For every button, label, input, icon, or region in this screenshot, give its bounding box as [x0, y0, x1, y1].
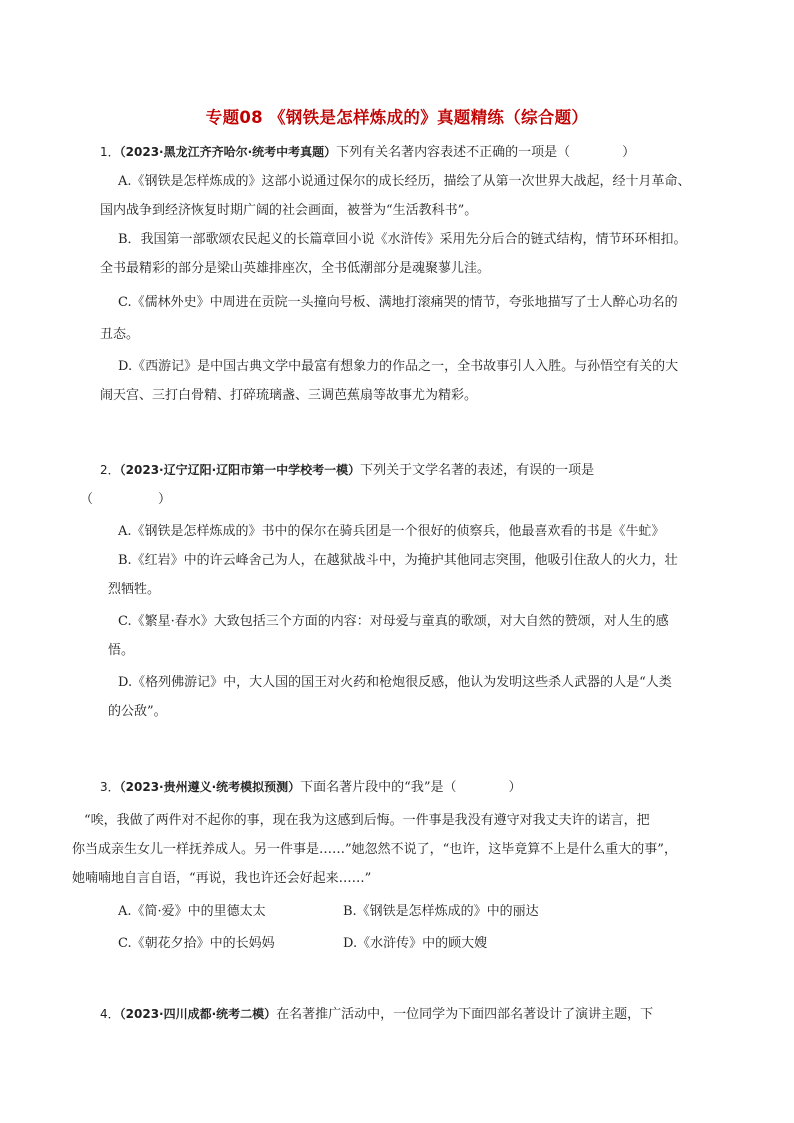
- options-row-2: [100, 929, 730, 958]
- question-1: [100, 138, 730, 410]
- page-title: 专题08 《钢铁是怎样炼成的》真题精练（综合题）: [205, 108, 589, 127]
- option-a: A.《钢铁是怎样炼成的》书中的保尔在骑兵团是一个很好的侦察兵，他最喜欢看的书是《牛虻》: [118, 524, 665, 539]
- question-source: （2023·辽宁辽阳·辽阳市第一中学校考一模）: [119, 463, 361, 477]
- option-b: B.《钢铁是怎样炼成的》中的丽达: [343, 904, 539, 919]
- quote-line: 你当成亲生女儿一样抚养成人。另一件事是……”她忽然不说了，“也许，这毕竟算不上是什么重大的事”，: [72, 842, 677, 857]
- option-c: C.《繁星·春水》大致包括三个方面的内容：对母爱与童真的歌颂，对大自然的赞颂，对人生的感: [118, 614, 669, 629]
- option-a: A.《简·爱》中的里德太太: [118, 904, 266, 919]
- question-4-head: [100, 1000, 730, 1029]
- option-c: C.《儒林外史》中周进在贡院一头撞向号板、满地打滚痛哭的情节，夸张地描写了士人醉心功名的: [118, 295, 678, 310]
- question-3-head: [100, 773, 730, 802]
- question-1-head: [100, 138, 730, 167]
- quote-line: 她喃喃地自言自语，“再说，我也许还会好起来……”: [72, 871, 372, 886]
- question-number: 1．: [100, 145, 120, 159]
- question-source: （2023·四川成都·统考二模）: [119, 1007, 277, 1021]
- option-d-cont: 的公敌”。: [108, 704, 167, 719]
- option-c-cont: 丑态。: [100, 327, 140, 342]
- question-number: 4．: [100, 1007, 120, 1021]
- question-2-head: [100, 456, 730, 485]
- option-b: B.《红岩》中的许云峰舍己为人，在越狱战斗中，为掩护其他同志突围，他吸引住敌人的火力，壮: [118, 553, 678, 568]
- option-b-cont: 烈牺牲。: [108, 582, 161, 597]
- question-source: （2023·贵州遵义·统考模拟预测）: [119, 780, 301, 794]
- option-a: A.《钢铁是怎样炼成的》这部小说通过保尔的成长经历，描绘了从第一次世界大战起，经十月革命、: [118, 174, 691, 189]
- answer-blank: （ ）: [80, 492, 172, 507]
- question-stem: 下列关于文学名著的表述，有误的一项是: [360, 463, 595, 478]
- option-d: D.《西游记》是中国古典文学中最富有想象力的作品之一，全书故事引人入胜。与孙悟空有关的大: [118, 359, 679, 374]
- option-b: B．我国第一部歌颂农民起义的长篇章回小说《水浒传》采用先分后合的链式结构，情节环环相扣。: [118, 232, 687, 247]
- option-b-cont: 全书最精彩的部分是梁山英雄排座次，全书低潮部分是魂聚蓼儿洼。: [100, 261, 491, 276]
- options-row-1: [100, 897, 730, 926]
- option-d: D.《水浒传》中的顾大嫂: [343, 936, 488, 951]
- question-source: （2023·黑龙江齐齐哈尔·统考中考真题）: [119, 145, 337, 159]
- question-3: [72, 773, 730, 958]
- option-d-cont: 闹天宫、三打白骨精、打碎琉璃盏、三调芭蕉扇等故事尤为精彩。: [100, 388, 478, 403]
- option-a-cont: 国内战争到经济恢复时期广阔的社会画面，被誉为“生活教科书”。: [100, 203, 478, 218]
- question-4: [100, 1000, 730, 1029]
- question-stem: 在名著推广活动中，一位同学为下面四部名著设计了演讲主题，下: [276, 1007, 654, 1022]
- question-number: 2．: [100, 463, 120, 477]
- option-d: D.《格列佛游记》中，大人国的国王对火药和枪炮很反感，他认为发明这些杀人武器的人是“人类: [118, 675, 672, 690]
- option-c-cont: 悟。: [108, 643, 135, 658]
- question-number: 3．: [100, 780, 120, 794]
- quote-line: “唉，我做了两件对不起你的事，现在我为这感到后悔。一件事是我没有遵守对我丈夫许的诺言，把: [84, 813, 650, 828]
- option-c: C.《朝花夕拾》中的长妈妈: [118, 936, 275, 951]
- question-stem: 下列有关名著内容表述不正确的一项是（ ）: [336, 145, 636, 160]
- question-stem: 下面名著片段中的“我”是（ ）: [300, 780, 522, 795]
- question-2: [80, 456, 730, 726]
